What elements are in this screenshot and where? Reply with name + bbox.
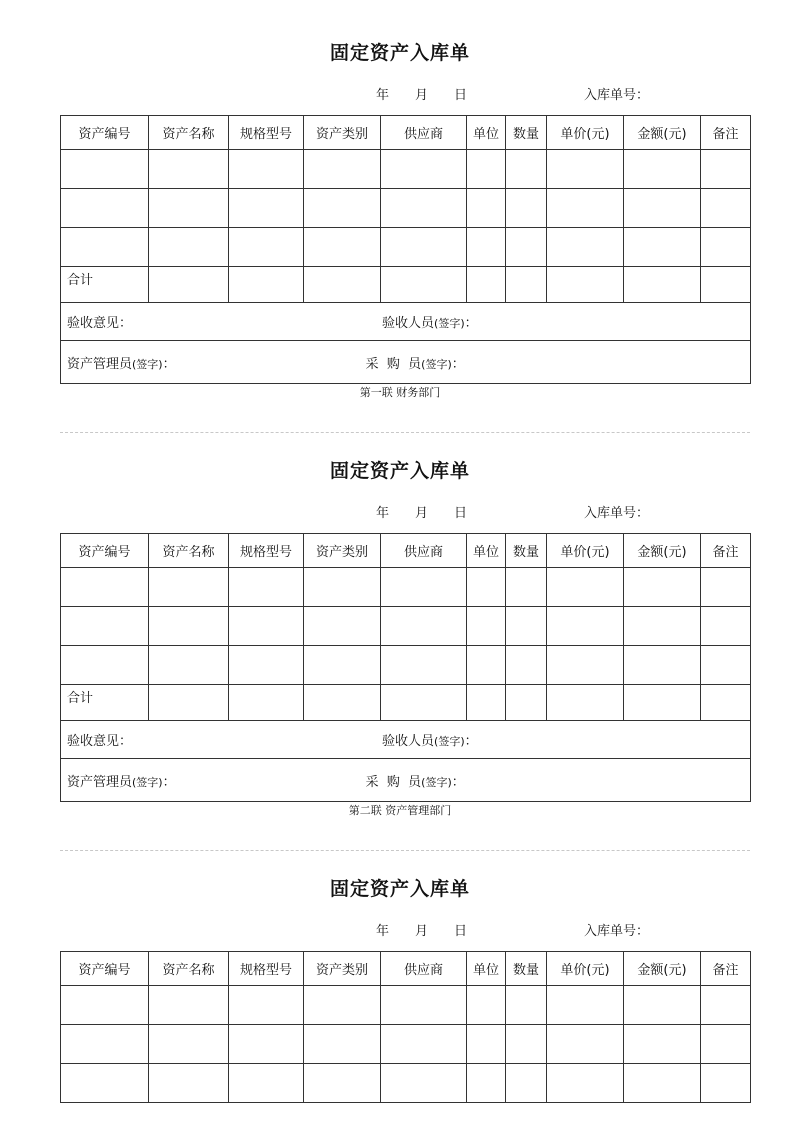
total-cell[interactable] <box>506 685 547 721</box>
total-cell[interactable] <box>506 267 547 303</box>
table-cell[interactable] <box>61 150 149 189</box>
table-cell[interactable] <box>381 1025 467 1064</box>
day-label: 日 <box>454 924 468 939</box>
table-cell[interactable] <box>61 1064 149 1103</box>
table-cell[interactable] <box>506 189 547 228</box>
table-cell[interactable] <box>229 607 304 646</box>
table-cell[interactable] <box>61 189 149 228</box>
column-header: 规格型号 <box>229 952 304 986</box>
table-cell[interactable] <box>304 986 381 1025</box>
table-cell[interactable] <box>467 646 506 685</box>
column-header: 数量 <box>506 952 547 986</box>
table-cell[interactable] <box>304 568 381 607</box>
form-title: 固定资产入库单 <box>329 460 470 482</box>
table-cell[interactable] <box>149 1064 229 1103</box>
cut-line <box>60 850 750 851</box>
table-row <box>61 228 751 267</box>
asset-table <box>60 951 751 1103</box>
asset-table <box>60 115 751 384</box>
day-label: 日 <box>454 88 468 103</box>
table-cell[interactable] <box>547 607 624 646</box>
table-cell[interactable] <box>701 189 751 228</box>
table-cell[interactable] <box>149 189 229 228</box>
total-cell[interactable] <box>304 685 381 721</box>
table-cell[interactable] <box>547 646 624 685</box>
copy-footer: 第一联 财务部门 <box>359 386 441 399</box>
purchaser-signature: 采 购 员(签字)： <box>365 356 465 372</box>
total-label: 合计 <box>61 267 149 303</box>
table-cell[interactable] <box>624 150 701 189</box>
table-cell[interactable] <box>506 228 547 267</box>
column-header: 资产名称 <box>149 952 229 986</box>
acceptance-opinion-label: 验收意见： <box>67 734 133 749</box>
table-cell[interactable] <box>547 228 624 267</box>
form-number-label: 入库单号： <box>584 924 650 939</box>
table-cell[interactable] <box>624 228 701 267</box>
column-header: 备注 <box>701 116 751 150</box>
signature-cell[interactable] <box>61 341 751 384</box>
column-header: 数量 <box>506 116 547 150</box>
column-header: 供应商 <box>381 116 467 150</box>
column-header: 单价(元) <box>547 952 624 986</box>
table-cell[interactable] <box>467 1064 506 1103</box>
total-cell[interactable] <box>624 267 701 303</box>
column-header: 资产编号 <box>61 534 149 568</box>
total-cell[interactable] <box>547 267 624 303</box>
table-cell[interactable] <box>61 986 149 1025</box>
table-cell[interactable] <box>381 150 467 189</box>
table-cell[interactable] <box>467 189 506 228</box>
inspector-signature: 验收人员(签字)： <box>382 316 478 331</box>
table-cell[interactable] <box>467 1025 506 1064</box>
copy-footer: 第二联 资产管理部门 <box>348 804 452 817</box>
table-cell[interactable] <box>61 1025 149 1064</box>
table-cell[interactable] <box>467 150 506 189</box>
table-cell[interactable] <box>624 189 701 228</box>
total-cell[interactable] <box>149 685 229 721</box>
form-title: 固定资产入库单 <box>329 878 470 900</box>
table-cell[interactable] <box>304 1025 381 1064</box>
year-label: 年 <box>376 506 390 521</box>
cut-line <box>60 432 750 433</box>
table-cell[interactable] <box>547 568 624 607</box>
date-line <box>376 502 467 521</box>
total-cell[interactable] <box>467 267 506 303</box>
table-cell[interactable] <box>149 986 229 1025</box>
acceptance-opinion-label: 验收意见： <box>67 316 133 331</box>
total-cell[interactable] <box>701 685 751 721</box>
table-cell[interactable] <box>624 607 701 646</box>
column-header: 备注 <box>701 952 751 986</box>
table-cell[interactable] <box>149 228 229 267</box>
table-cell[interactable] <box>229 189 304 228</box>
acceptance-cell[interactable] <box>61 303 751 341</box>
table-cell[interactable] <box>467 568 506 607</box>
table-cell[interactable] <box>304 228 381 267</box>
total-cell[interactable] <box>304 267 381 303</box>
table-cell[interactable] <box>61 607 149 646</box>
date-line <box>376 920 467 939</box>
inspector-signature: 验收人员(签字)： <box>382 734 478 749</box>
table-cell[interactable] <box>624 568 701 607</box>
column-header: 单位 <box>467 952 506 986</box>
table-cell[interactable] <box>381 646 467 685</box>
table-cell[interactable] <box>701 1064 751 1103</box>
column-header: 单价(元) <box>547 534 624 568</box>
total-cell[interactable] <box>547 685 624 721</box>
table-cell[interactable] <box>149 646 229 685</box>
table-cell[interactable] <box>624 646 701 685</box>
table-cell[interactable] <box>149 150 229 189</box>
column-header: 备注 <box>701 534 751 568</box>
column-header: 资产名称 <box>149 116 229 150</box>
table-cell[interactable] <box>624 986 701 1025</box>
table-row <box>61 1064 751 1103</box>
column-header: 供应商 <box>381 952 467 986</box>
column-header: 资产类别 <box>304 534 381 568</box>
form-number-label: 入库单号： <box>584 88 650 103</box>
table-cell[interactable] <box>624 1064 701 1103</box>
table-header-row <box>61 534 751 568</box>
column-header: 单位 <box>467 534 506 568</box>
total-cell[interactable] <box>701 267 751 303</box>
total-cell[interactable] <box>467 685 506 721</box>
acceptance-row <box>61 721 751 759</box>
table-row <box>61 568 751 607</box>
table-cell[interactable] <box>229 228 304 267</box>
column-header: 金额(元) <box>624 952 701 986</box>
column-header: 单价(元) <box>547 116 624 150</box>
table-cell[interactable] <box>506 607 547 646</box>
table-cell[interactable] <box>701 607 751 646</box>
table-cell[interactable] <box>506 986 547 1025</box>
table-cell[interactable] <box>229 986 304 1025</box>
column-header: 规格型号 <box>229 116 304 150</box>
table-cell[interactable] <box>304 646 381 685</box>
table-cell[interactable] <box>381 986 467 1025</box>
column-header: 供应商 <box>381 534 467 568</box>
total-cell[interactable] <box>624 685 701 721</box>
asset-manager-signature: 资产管理员(签字)： <box>67 774 176 790</box>
table-row <box>61 189 751 228</box>
total-cell[interactable] <box>381 685 467 721</box>
table-cell[interactable] <box>467 986 506 1025</box>
column-header: 资产编号 <box>61 116 149 150</box>
table-cell[interactable] <box>547 150 624 189</box>
asset-table <box>60 533 751 802</box>
column-header: 资产名称 <box>149 534 229 568</box>
total-cell[interactable] <box>229 267 304 303</box>
table-cell[interactable] <box>701 568 751 607</box>
table-cell[interactable] <box>701 646 751 685</box>
table-cell[interactable] <box>229 1025 304 1064</box>
table-cell[interactable] <box>381 228 467 267</box>
column-header: 数量 <box>506 534 547 568</box>
table-cell[interactable] <box>467 607 506 646</box>
table-cell[interactable] <box>61 228 149 267</box>
table-cell[interactable] <box>229 150 304 189</box>
table-cell[interactable] <box>506 568 547 607</box>
column-header: 金额(元) <box>624 116 701 150</box>
table-cell[interactable] <box>506 1025 547 1064</box>
table-cell[interactable] <box>304 1064 381 1103</box>
table-row <box>61 986 751 1025</box>
total-cell[interactable] <box>381 267 467 303</box>
date-line <box>376 84 467 103</box>
table-cell[interactable] <box>61 646 149 685</box>
column-header: 资产类别 <box>304 116 381 150</box>
table-header-row <box>61 116 751 150</box>
table-cell[interactable] <box>381 189 467 228</box>
form-title: 固定资产入库单 <box>329 42 470 64</box>
table-cell[interactable] <box>149 568 229 607</box>
month-label: 月 <box>415 924 429 939</box>
table-cell[interactable] <box>701 1025 751 1064</box>
table-row <box>61 607 751 646</box>
table-cell[interactable] <box>149 607 229 646</box>
total-label: 合计 <box>61 685 149 721</box>
table-cell[interactable] <box>701 150 751 189</box>
table-cell[interactable] <box>304 150 381 189</box>
column-header: 资产类别 <box>304 952 381 986</box>
column-header: 单位 <box>467 116 506 150</box>
month-label: 月 <box>415 506 429 521</box>
table-cell[interactable] <box>506 646 547 685</box>
table-header-row <box>61 952 751 986</box>
table-cell[interactable] <box>701 986 751 1025</box>
column-header: 金额(元) <box>624 534 701 568</box>
table-cell[interactable] <box>701 228 751 267</box>
table-cell[interactable] <box>304 189 381 228</box>
table-cell[interactable] <box>506 150 547 189</box>
table-cell[interactable] <box>506 1064 547 1103</box>
table-cell[interactable] <box>304 607 381 646</box>
column-header: 资产编号 <box>61 952 149 986</box>
total-cell[interactable] <box>229 685 304 721</box>
acceptance-cell[interactable] <box>61 721 751 759</box>
total-row <box>61 267 751 303</box>
table-cell[interactable] <box>229 646 304 685</box>
table-cell[interactable] <box>467 228 506 267</box>
total-row <box>61 685 751 721</box>
day-label: 日 <box>454 506 468 521</box>
signature-cell[interactable] <box>61 759 751 802</box>
table-cell[interactable] <box>547 1064 624 1103</box>
signature-row <box>61 759 751 802</box>
month-label: 月 <box>415 88 429 103</box>
year-label: 年 <box>376 924 390 939</box>
table-row <box>61 1025 751 1064</box>
table-cell[interactable] <box>547 189 624 228</box>
table-cell[interactable] <box>381 1064 467 1103</box>
table-cell[interactable] <box>61 568 149 607</box>
table-cell[interactable] <box>229 1064 304 1103</box>
form-number-label: 入库单号： <box>584 506 650 521</box>
column-header: 规格型号 <box>229 534 304 568</box>
signature-row <box>61 341 751 384</box>
table-cell[interactable] <box>547 986 624 1025</box>
year-label: 年 <box>376 88 390 103</box>
table-cell[interactable] <box>149 1025 229 1064</box>
asset-manager-signature: 资产管理员(签字)： <box>67 356 176 372</box>
table-cell[interactable] <box>381 607 467 646</box>
table-cell[interactable] <box>381 568 467 607</box>
purchaser-signature: 采 购 员(签字)： <box>365 774 465 790</box>
total-cell[interactable] <box>149 267 229 303</box>
acceptance-row <box>61 303 751 341</box>
table-row <box>61 646 751 685</box>
table-cell[interactable] <box>229 568 304 607</box>
table-cell[interactable] <box>624 1025 701 1064</box>
table-cell[interactable] <box>547 1025 624 1064</box>
table-row <box>61 150 751 189</box>
